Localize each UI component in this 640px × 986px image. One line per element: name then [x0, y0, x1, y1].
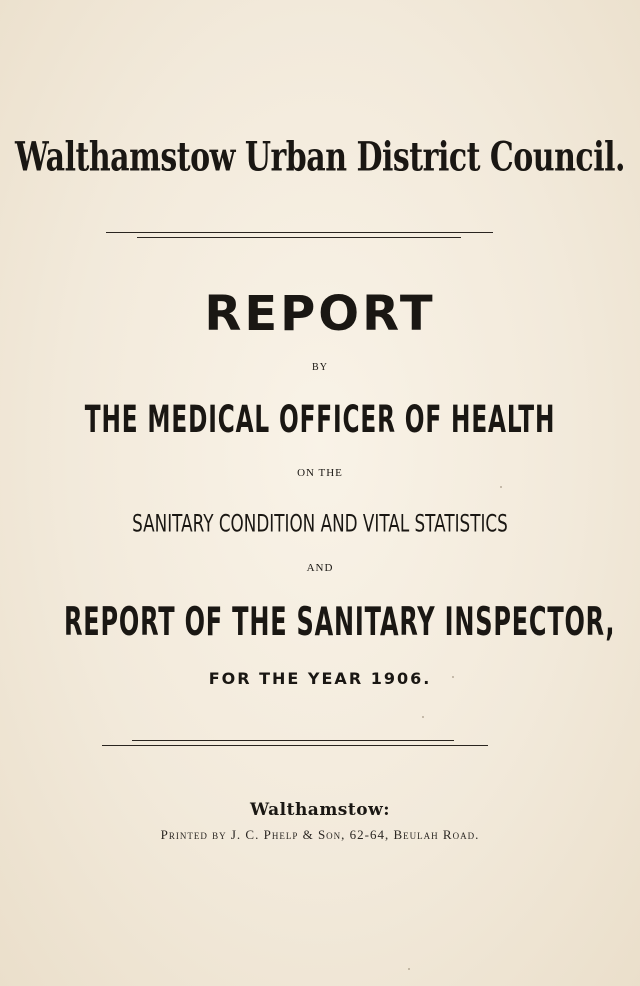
medical-officer-heading: THE MEDICAL OFFICER OF HEALTH	[84, 398, 556, 442]
printer-imprint: Printed by J. C. Phelp & Son, 62-64, Beulah Road.	[160, 827, 480, 842]
top-rule-short	[137, 237, 461, 238]
and-text: AND	[306, 562, 334, 574]
bottom-rule-short	[132, 740, 454, 741]
paper-speck	[422, 716, 424, 718]
report-title: REPORT	[204, 286, 436, 342]
top-rule-long	[106, 232, 493, 233]
paper-speck	[408, 968, 410, 970]
on-the-text: ON THE	[297, 467, 343, 479]
paper-speck	[452, 676, 454, 678]
sanitary-inspector-heading: REPORT OF THE SANITARY INSPECTOR,	[64, 600, 616, 646]
year-line: FOR THE YEAR 1906.	[208, 669, 432, 688]
council-title: Walthamstow Urban District Council.	[15, 134, 625, 182]
bottom-rule-long	[102, 745, 488, 746]
paper-speck	[500, 486, 502, 488]
place-name: Walthamstow:	[250, 800, 390, 820]
by-text: BY	[312, 362, 328, 373]
subject-heading: SANITARY CONDITION AND VITAL STATISTICS	[132, 509, 508, 538]
